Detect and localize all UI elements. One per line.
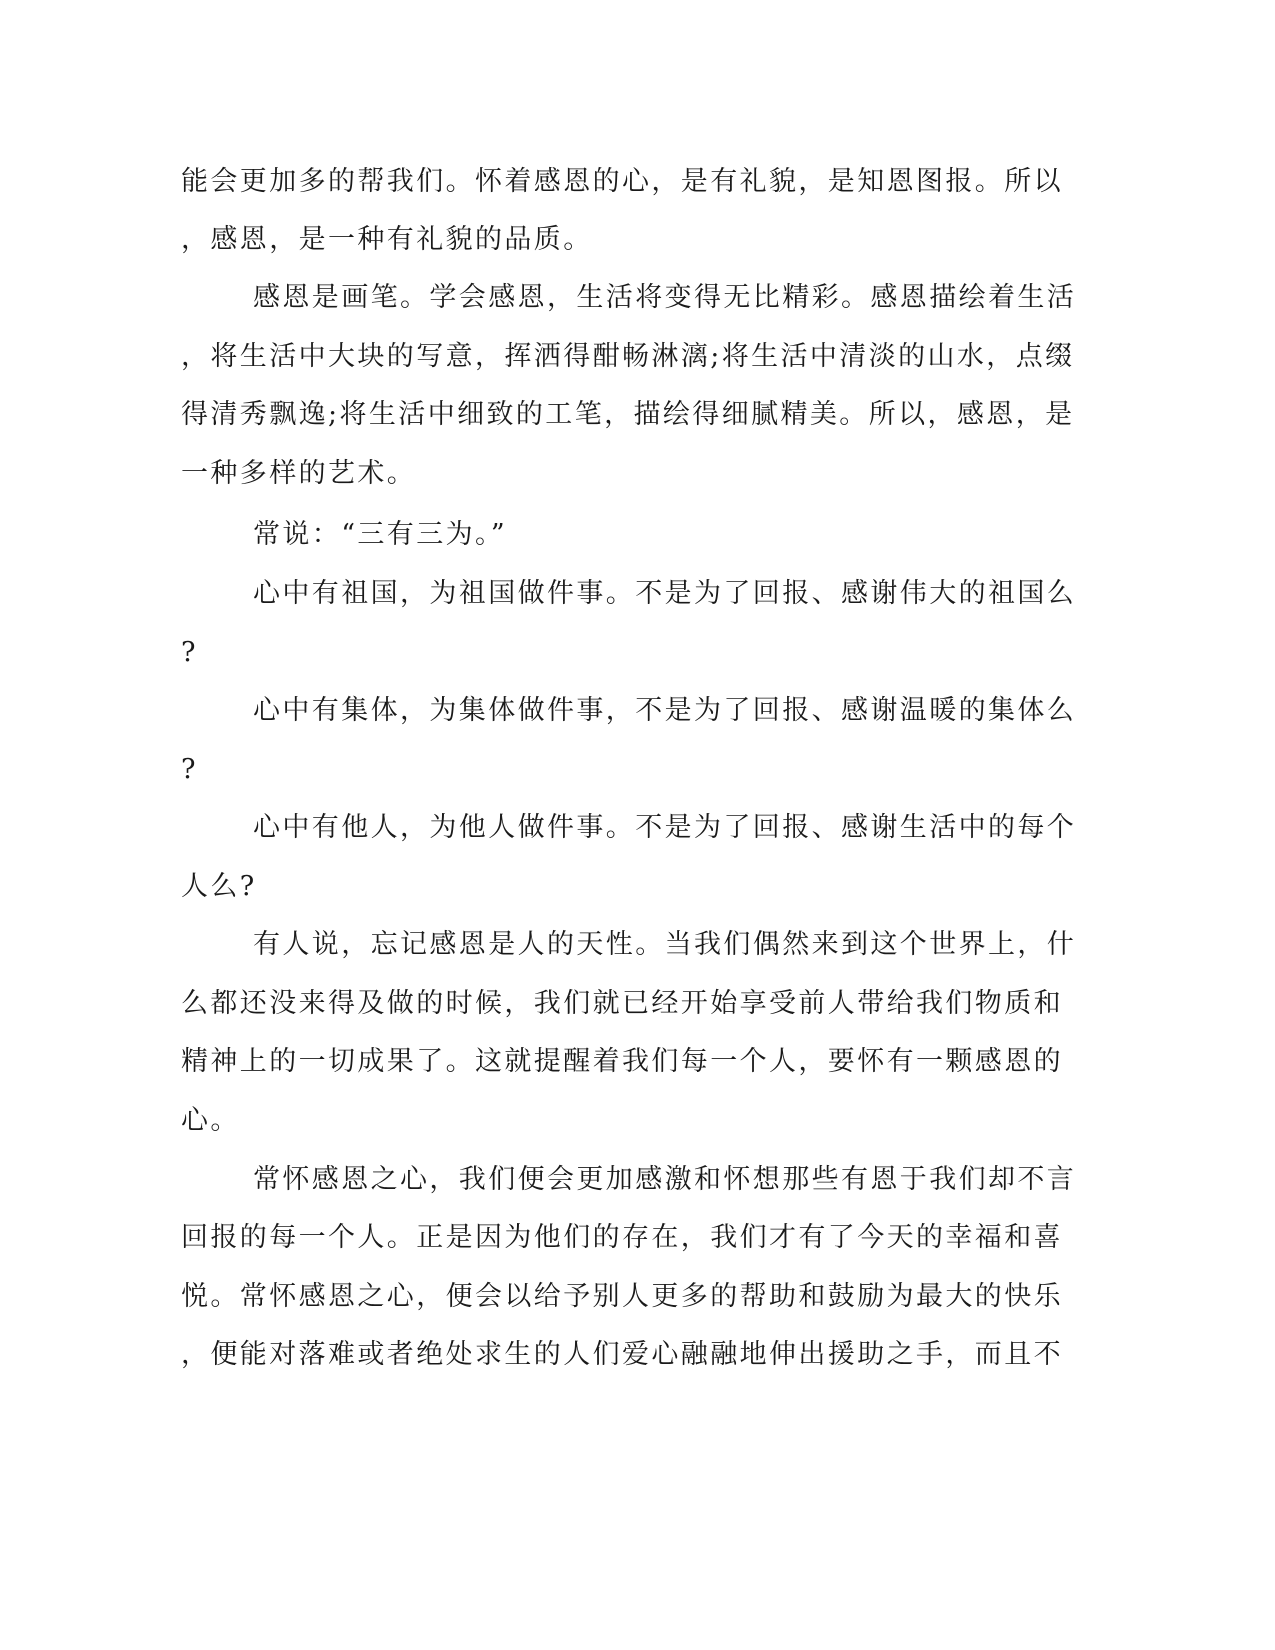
- text-line: 能会更加多的帮我们。怀着感恩的心，是有礼貌，是知恩图报。所以: [181, 166, 1063, 197]
- text-line: 么都还没来得及做的时候，我们就已经开始享受前人带给我们物质和: [181, 988, 1063, 1019]
- paragraph-first-line: 感恩是画笔。学会感恩，生活将变得无比精彩。感恩描绘着生活: [253, 282, 1077, 313]
- paragraph-first-line: 有人说，忘记感恩是人的天性。当我们偶然来到这个世界上，什: [253, 929, 1077, 960]
- text-line: ?: [181, 754, 196, 785]
- text-line: 一种多样的艺术。: [181, 458, 417, 489]
- text-line: ，将生活中大块的写意，挥洒得酣畅淋漓;将生活中清淡的山水，点缀: [181, 341, 1075, 372]
- paragraph-first-line: 心中有他人，为他人做件事。不是为了回报、感谢生活中的每个: [253, 812, 1077, 843]
- text-line: ，感恩，是一种有礼貌的品质。: [181, 224, 593, 255]
- text-line: 心。: [181, 1105, 240, 1136]
- text-line: 精神上的一切成果了。这就提醒着我们每一个人，要怀有一颗感恩的: [181, 1046, 1063, 1077]
- text-line: ，便能对落难或者绝处求生的人们爱心融融地伸出援助之手，而且不: [181, 1339, 1063, 1370]
- paragraph-first-line: 心中有祖国，为祖国做件事。不是为了回报、感谢伟大的祖国么: [253, 578, 1077, 609]
- text-line: ?: [181, 637, 196, 668]
- text-line: 回报的每一个人。正是因为他们的存在，我们才有了今天的幸福和喜: [181, 1222, 1063, 1253]
- text-line: 人么?: [181, 871, 257, 902]
- paragraph-first-line: 常怀感恩之心，我们便会更加感激和怀想那些有恩于我们却不言: [253, 1164, 1077, 1195]
- paragraph-first-line: 心中有集体，为集体做件事，不是为了回报、感谢温暖的集体么: [253, 695, 1077, 726]
- paragraph-first-line: 常说：“三有三为。”: [253, 519, 508, 550]
- text-line: 悦。常怀感恩之心，便会以给予别人更多的帮助和鼓励为最大的快乐: [181, 1281, 1063, 1312]
- text-line: 得清秀飘逸;将生活中细致的工笔，描绘得细腻精美。所以，感恩，是: [181, 399, 1075, 430]
